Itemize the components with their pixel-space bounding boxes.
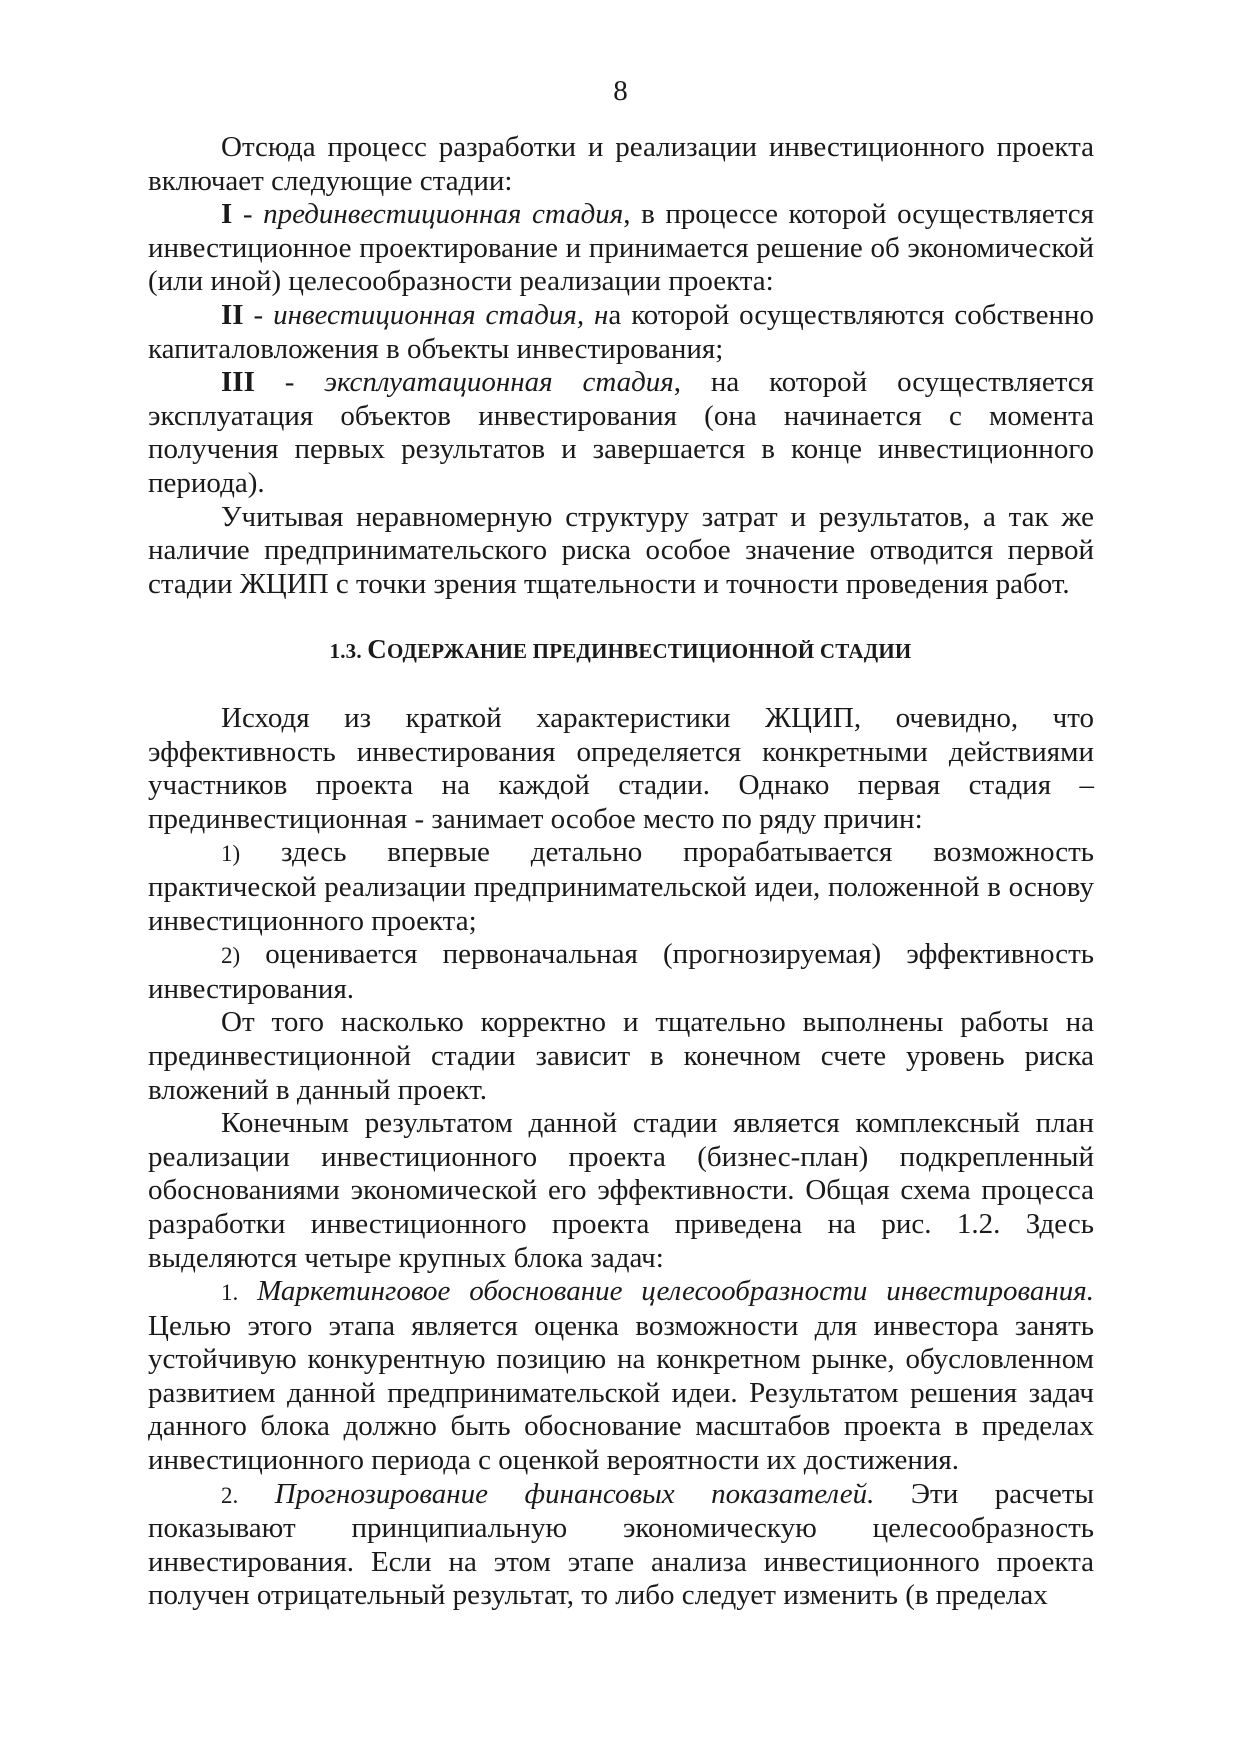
section-number: 1.3.	[329, 639, 368, 663]
stage-separator: -	[243, 298, 274, 331]
block-text: Целью этого этапа является оценка возможности для инвестора занять устойчивую конкурентную позицию на конкретном рынке, обусловленном развитием данной предпринимательской идеи. Результатом решения задач данного блока должно быть обоснование масштабов проекта в пределах инвестиционного периода с оценкой вероятности их достижения.	[148, 1309, 1094, 1477]
stage-description: , на которой осуществляется эксплуатация объектов инвестирования (она начинается с момента получения первых результатов и завершается в конце инвестиционного периода).	[148, 366, 1094, 499]
text-block-top	[148, 131, 1094, 601]
reason-number: 2)	[221, 943, 241, 969]
stage-description: , в процессе которой осуществляется инвестиционное проектирование и принимается решение об экономической (или иной) целесообразности реализации проекта:	[148, 198, 1094, 298]
reason-text: оценивается первоначальная (прогнозируемая) эффективность инвестирования.	[148, 938, 1094, 1005]
quality-paragraph: От того насколько корректно и тщательно выполнены работы на прединвестиционной стадии зависит в конечном счете уровень риска вложений в данный проект.	[148, 1006, 1094, 1106]
stage-item-3	[148, 366, 1094, 500]
stage-description: а которой осуществляются собственно капиталовложения в объекты инвестирования;	[148, 298, 1094, 365]
risk-paragraph: Учитывая неравномерную структуру затрат и результатов, а так же наличие предпринимательского риска особое значение отводится первой стадии ЖЦИП с точки зрения тщательности и точности проведения работ.	[148, 500, 1094, 600]
block-item-2	[148, 1478, 1094, 1613]
section-heading	[0, 632, 1241, 668]
block-title: Прогнозирование финансовых показателей.	[274, 1477, 875, 1510]
stage-name: прединвестиционная стадия	[263, 198, 624, 231]
section-title-rest: ОДЕРЖАНИЕ ПРЕДИНВЕСТИЦИОННОЙ СТАДИИ	[386, 639, 912, 663]
stage-item-1	[148, 198, 1094, 299]
stage-item-2	[148, 299, 1094, 366]
reasons-paragraph: Исходя из краткой характеристики ЖЦИП, очевидно, что эффективность инвестирования определяется конкретными действиями участников проекта на каждой стадии. Однако первая стадия – прединвестиционная - занимает особое место по ряду причин:	[148, 702, 1094, 835]
page-number: 8	[613, 75, 628, 107]
block-number: 2.	[221, 1482, 239, 1508]
stage-number: I	[221, 198, 233, 231]
intro-paragraph: Отсюда процесс разработки и реализации инвестиционного проекта включает следующие стадии:	[148, 131, 1094, 197]
reason-text: здесь впервые детально прорабатывается возможность практической реализации предпринимательской идеи, положенной в основу инвестиционного проекта;	[148, 836, 1094, 937]
stage-name: эксплуатационная стадия	[324, 366, 674, 399]
reason-item-2	[148, 938, 1094, 1006]
reason-item-1	[148, 836, 1094, 938]
reason-number: 1)	[221, 841, 241, 867]
section-title-initial: С	[367, 634, 387, 664]
block-title: Маркетинговое обоснование целесообразности инвестирования.	[257, 1275, 1094, 1308]
text-block-bottom	[148, 702, 1094, 1613]
result-paragraph: Конечным результатом данной стадии является комплексный план реализации инвестиционного проекта (бизнес-план) подкрепленный обоснованиями экономической его эффективности. Общая схема процесса разработки инвестиционного проекта приведена на рис. 1.2. Здесь выделяются четыре крупных блока задач:	[148, 1107, 1094, 1274]
stage-name: инвестиционная стадия, н	[273, 298, 609, 331]
stage-separator: -	[254, 366, 325, 399]
stage-number: III	[221, 366, 255, 399]
block-number: 1.	[221, 1280, 239, 1306]
stage-number: II	[221, 298, 244, 331]
stage-separator: -	[232, 198, 264, 231]
block-item-1	[148, 1275, 1094, 1478]
block-text: Эти расчеты показывают принципиальную экономическую целесообразность инвестирования. Если на этом этапе анализа инвестиционного проекта получен отрицательный результат, то либо следует изменить (в пределах	[148, 1477, 1094, 1612]
